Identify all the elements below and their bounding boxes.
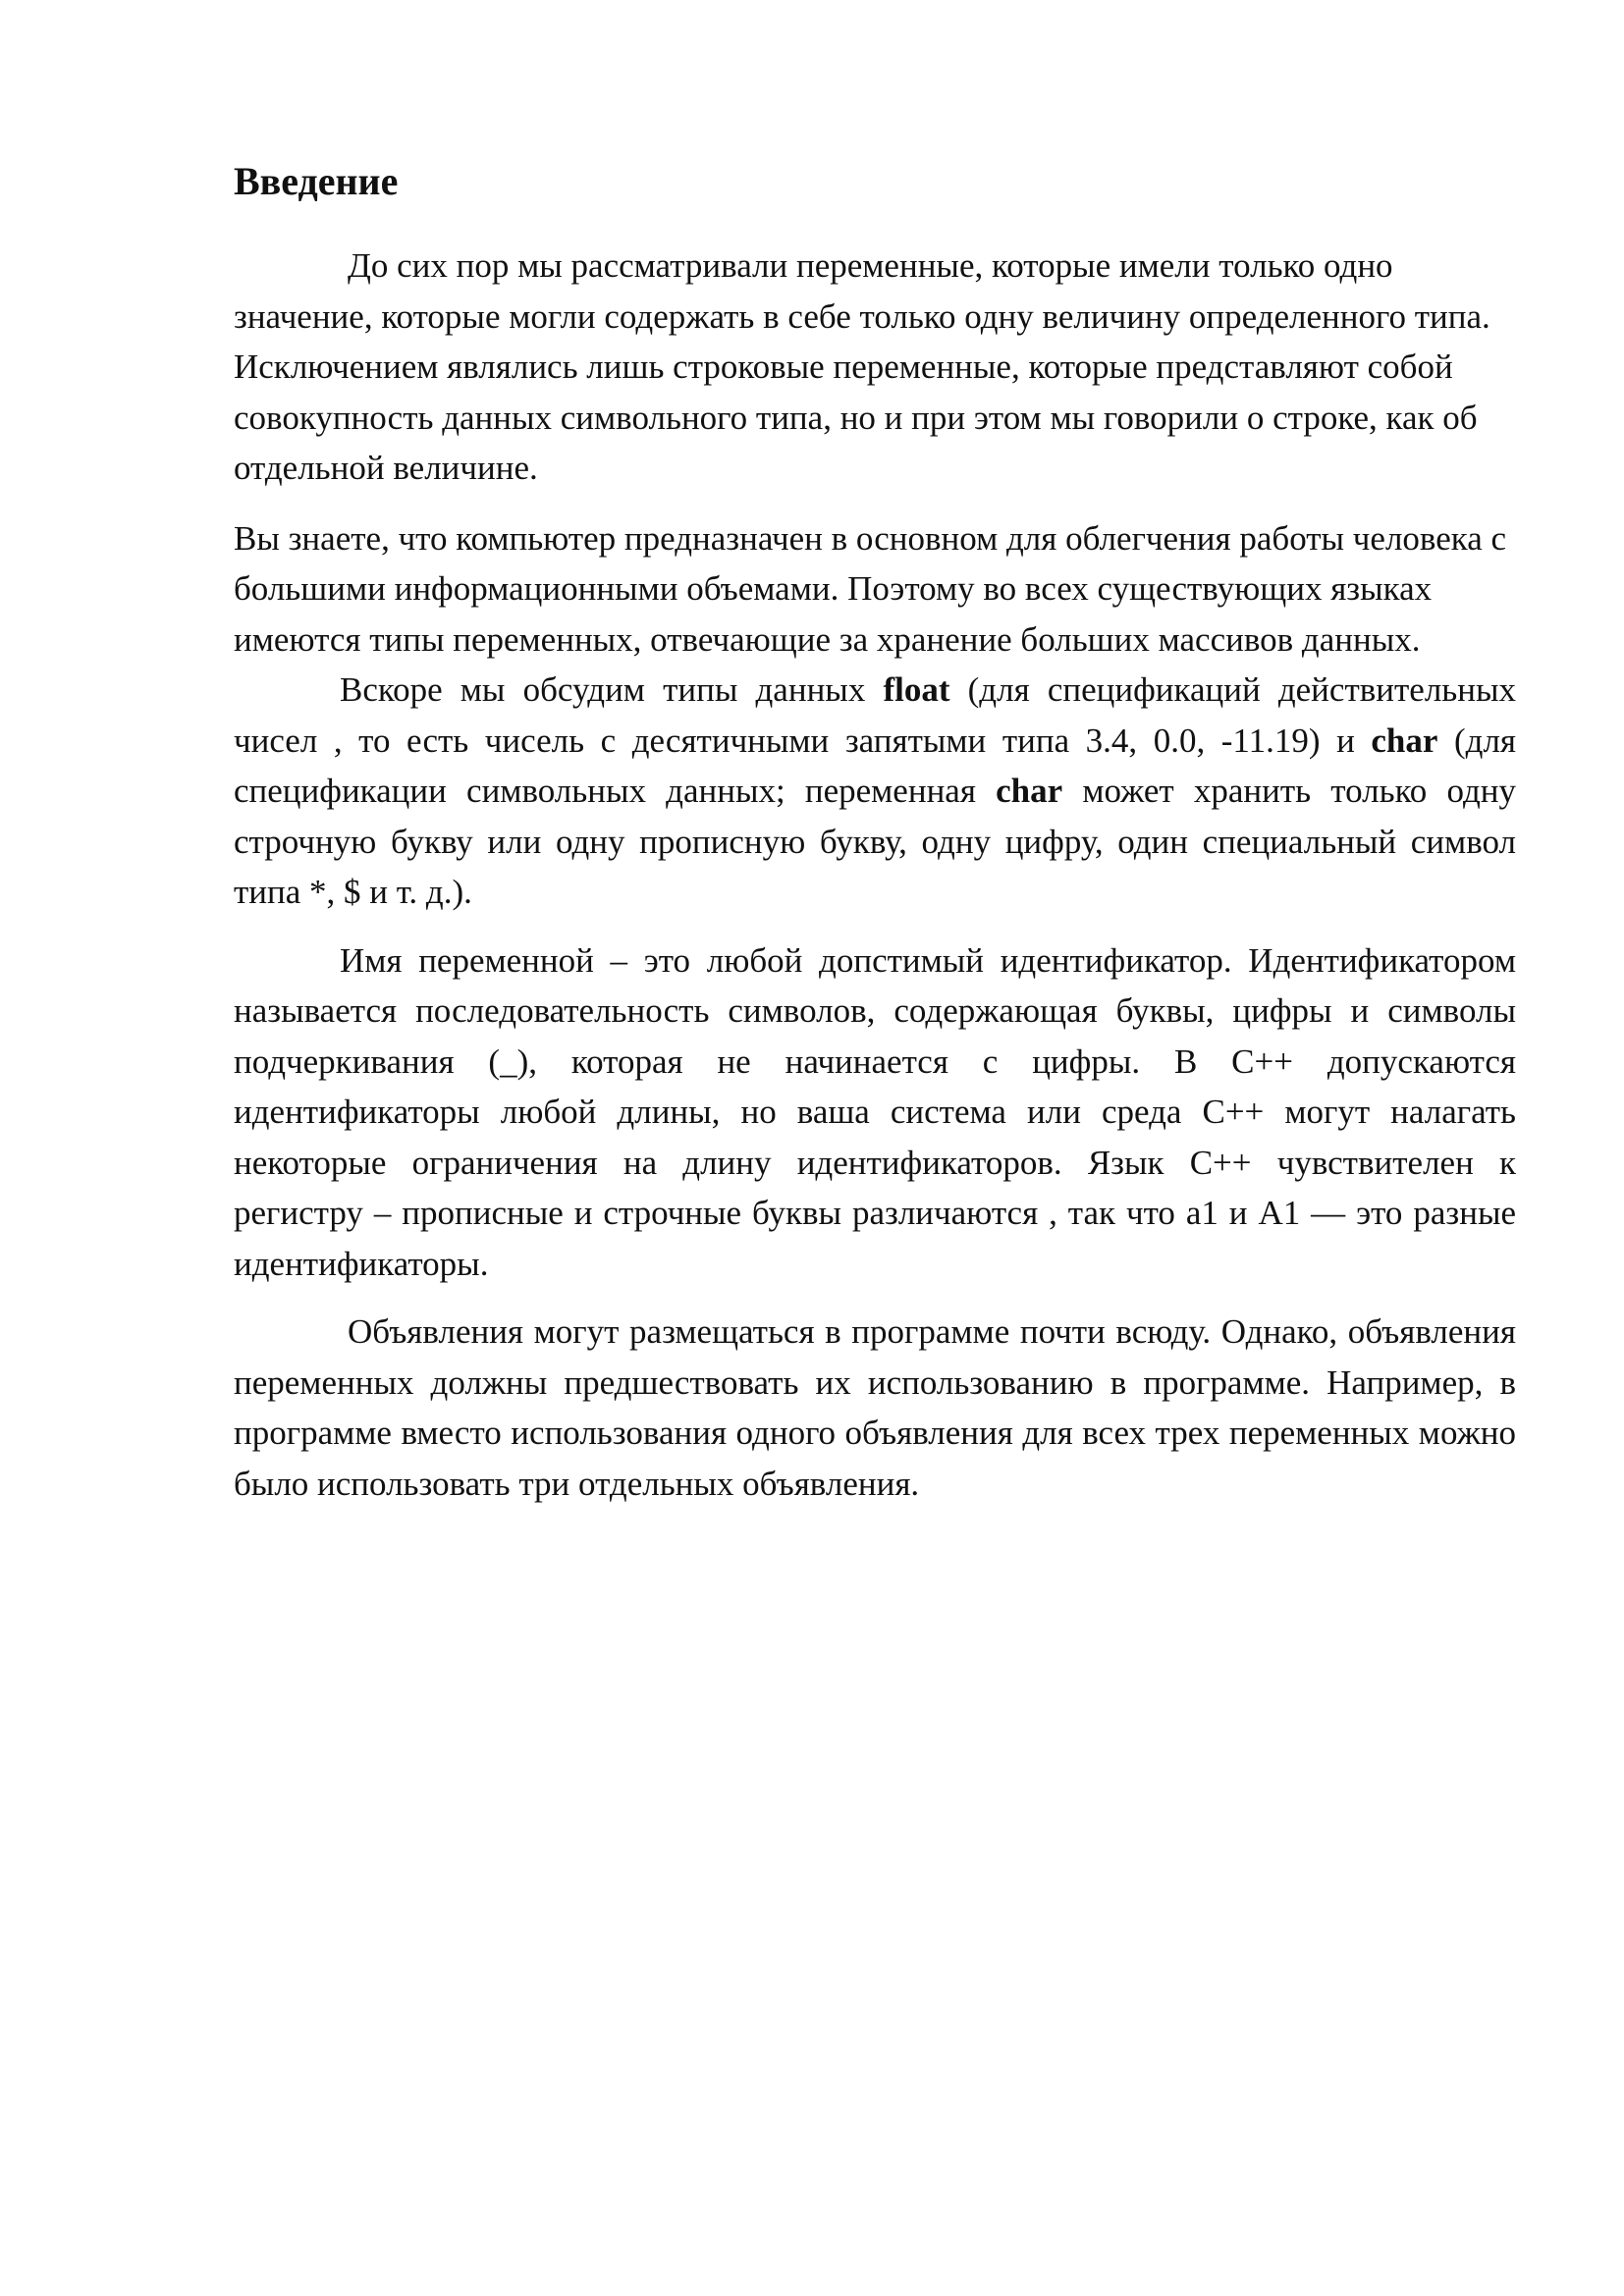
keyword-char: char xyxy=(1371,721,1438,760)
paragraph-intro: До сих пор мы рассматривали переменные, которые имели только одно значение, которые могли содержать в себе только одну величину определенного типа. Исключением являлись лишь строковые переменные, которые представляют собой совокупность данных символьного типа, но и при этом мы говорили о строке, как об отдельной величине. xyxy=(234,246,1490,487)
paragraph-data-types xyxy=(234,665,1516,918)
document-body xyxy=(234,152,1516,1509)
keyword-float: float xyxy=(883,670,950,709)
keyword-char-variable: char xyxy=(996,772,1063,810)
paragraph-data-types-text-4: может хранить только одну строчную букву или одну прописную букву, одну цифру, один специальный символ типа *, $ и т. д.). xyxy=(234,772,1516,911)
section-heading: Введение xyxy=(234,159,399,203)
paragraph-arrays: Вы знаете, что компьютер предназначен в основном для облегчения работы человека с большими информационными объемами. Поэтому во всех существующих языках имеются типы переменных, отвечающие за хранение больших массивов данных. xyxy=(234,518,1507,659)
paragraph-data-types-text-3: (для спецификации символьных данных; переменная xyxy=(234,721,1517,810)
paragraph-data-types-text-1: Вскоре мы обсудим типы данных xyxy=(340,670,884,709)
paragraph-identifiers: Имя переменной – это любой допстимый идентификатор. Идентификатором называется последовательность символов, содержающая буквы, цифры и символы подчеркивания (_), которая не начинается с цифры. В С++ допускаются идентификаторы любой длины, но ваша система или среда С++ могут налагать некоторые ограничения на длину идентификаторов. Язык С++ чувствителен к регистру – прописные и строчные буквы различаются , так что a1 и A1 — это разные идентификаторы. xyxy=(234,940,1516,1283)
paragraph-declarations: Объявления могут размещаться в программе почти всюду. Однако, объявления переменных должны предшествовать их использованию в программе. Например, в программе вместо использования одного объявления для всех трех переменных можно было использовать три отдельных объявления. xyxy=(234,1312,1516,1503)
paragraph-data-types-text-2: (для спецификаций действительных чисел , то есть чисель с десятичными запятыми типа 3.4, 0.0, -11.19) и xyxy=(234,670,1516,760)
